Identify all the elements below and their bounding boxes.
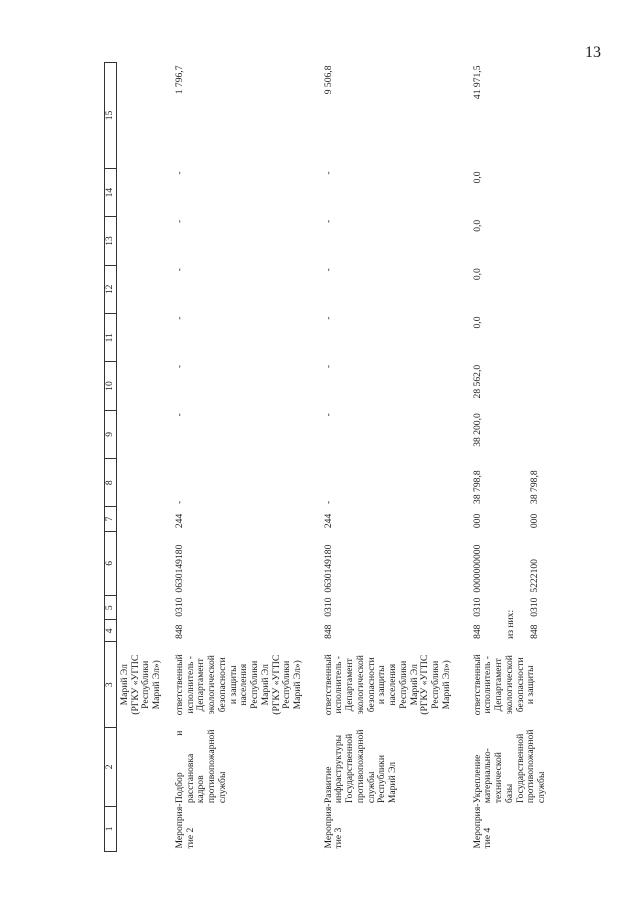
value-col-8: 38 798,8 bbox=[528, 470, 540, 504]
value-col-12: - bbox=[173, 268, 185, 272]
including-label: из них: bbox=[504, 609, 516, 639]
table-row-measure-3 bbox=[322, 63, 471, 852]
col-header-14: 14 bbox=[105, 168, 117, 216]
measure-name: Укрепление материально- технической базы Государственной противопожарной службы bbox=[471, 729, 547, 804]
value-col-12: 0,0 bbox=[471, 268, 483, 281]
target-article: 0630149180 bbox=[322, 544, 334, 593]
section-code: 0310 bbox=[322, 597, 334, 617]
section-code: 0310 bbox=[173, 597, 185, 617]
value-col-8: - bbox=[322, 500, 334, 504]
executor-cell: ответственный исполнитель - Департамент экологической безопасности и защиты bbox=[471, 654, 537, 716]
rotated-table-container bbox=[104, 62, 547, 852]
col-header-1: 1 bbox=[105, 806, 117, 851]
col-header-3: 3 bbox=[105, 642, 117, 728]
col-header-10: 10 bbox=[105, 362, 117, 410]
value-col-11: 0,0 bbox=[471, 316, 483, 329]
value-col-12: - bbox=[322, 268, 334, 272]
col-header-12: 12 bbox=[105, 265, 117, 313]
table-row-measure-2 bbox=[173, 63, 322, 852]
section-code: 0310 bbox=[528, 597, 540, 617]
measure-id: Мероприя- тие 2 bbox=[173, 803, 196, 849]
value-col-15: 1 796,7 bbox=[173, 65, 185, 95]
value-col-9: 38 200,0 bbox=[471, 413, 483, 447]
expense-type: 000 bbox=[471, 513, 483, 529]
grbs-code: 848 bbox=[528, 624, 540, 639]
col-header-5: 5 bbox=[105, 596, 117, 620]
expense-type: 244 bbox=[173, 513, 185, 529]
value-col-9: - bbox=[173, 413, 185, 417]
value-col-13: 0,0 bbox=[471, 219, 483, 232]
table-row-measure-4 bbox=[471, 63, 506, 852]
value-col-13: - bbox=[322, 219, 334, 223]
executor-cell: ответственный исполнитель - Департамент экологической безопасности и защиты населения Республики Марий Эл (РГКУ «УГПС Республики Марий Эл») bbox=[322, 654, 452, 716]
value-col-14: - bbox=[173, 171, 185, 175]
measure-name: Развитие инфраструктуры Государственной противопожарной службы Республики Марий Эл bbox=[322, 729, 399, 804]
grbs-code: 848 bbox=[173, 624, 185, 639]
col-header-13: 13 bbox=[105, 217, 117, 265]
value-col-10: - bbox=[322, 364, 334, 369]
table-row-continuation bbox=[117, 63, 173, 852]
target-article: 5222100 bbox=[528, 559, 540, 593]
executor-cell: ответственный исполнитель - Департамент экологической безопасности и защиты населения Республики Марий Эл (РГКУ «УГПС Республики Марий Эл») bbox=[173, 654, 304, 716]
col-header-7: 7 bbox=[105, 507, 117, 531]
target-article: 0000000000 bbox=[471, 544, 483, 593]
value-col-13: - bbox=[173, 219, 185, 223]
col-header-4: 4 bbox=[105, 620, 117, 642]
expense-type: 244 bbox=[322, 513, 334, 529]
col-header-15: 15 bbox=[105, 63, 117, 169]
value-col-14: 0,0 bbox=[471, 171, 483, 184]
value-col-9: - bbox=[322, 413, 334, 417]
col-header-8: 8 bbox=[105, 459, 117, 507]
value-col-15: 41 971,5 bbox=[471, 65, 483, 100]
executor-cell: Марий Эл (РГКУ «УГПС Республики Марий Эл») bbox=[119, 654, 163, 715]
value-col-8: - bbox=[173, 500, 185, 504]
target-article: 0630149180 bbox=[173, 544, 185, 593]
value-col-11: - bbox=[322, 316, 334, 320]
grbs-code: 848 bbox=[471, 624, 483, 639]
col-header-11: 11 bbox=[105, 314, 117, 362]
col-header-9: 9 bbox=[105, 410, 117, 458]
section-code: 0310 bbox=[471, 597, 483, 617]
value-col-11: - bbox=[173, 316, 185, 320]
header-row bbox=[105, 63, 117, 852]
value-col-8: 38 798,8 bbox=[471, 470, 483, 504]
page-number: 13 bbox=[585, 44, 601, 61]
measure-id: Мероприя- тие 3 bbox=[322, 803, 345, 849]
budget-table bbox=[104, 62, 554, 852]
value-col-15: 9 506,8 bbox=[322, 65, 334, 95]
value-col-10: - bbox=[173, 364, 185, 369]
value-col-10: 28 562,0 bbox=[471, 364, 483, 399]
measure-id: Мероприя- тие 4 bbox=[471, 803, 494, 849]
col-header-6: 6 bbox=[105, 531, 117, 595]
measure-name: Подбор и расстановка кадров противопожарной службы bbox=[173, 729, 228, 804]
col-header-2: 2 bbox=[105, 728, 117, 807]
expense-type: 000 bbox=[528, 513, 540, 529]
grbs-code: 848 bbox=[322, 624, 334, 639]
value-col-14: - bbox=[322, 171, 334, 175]
